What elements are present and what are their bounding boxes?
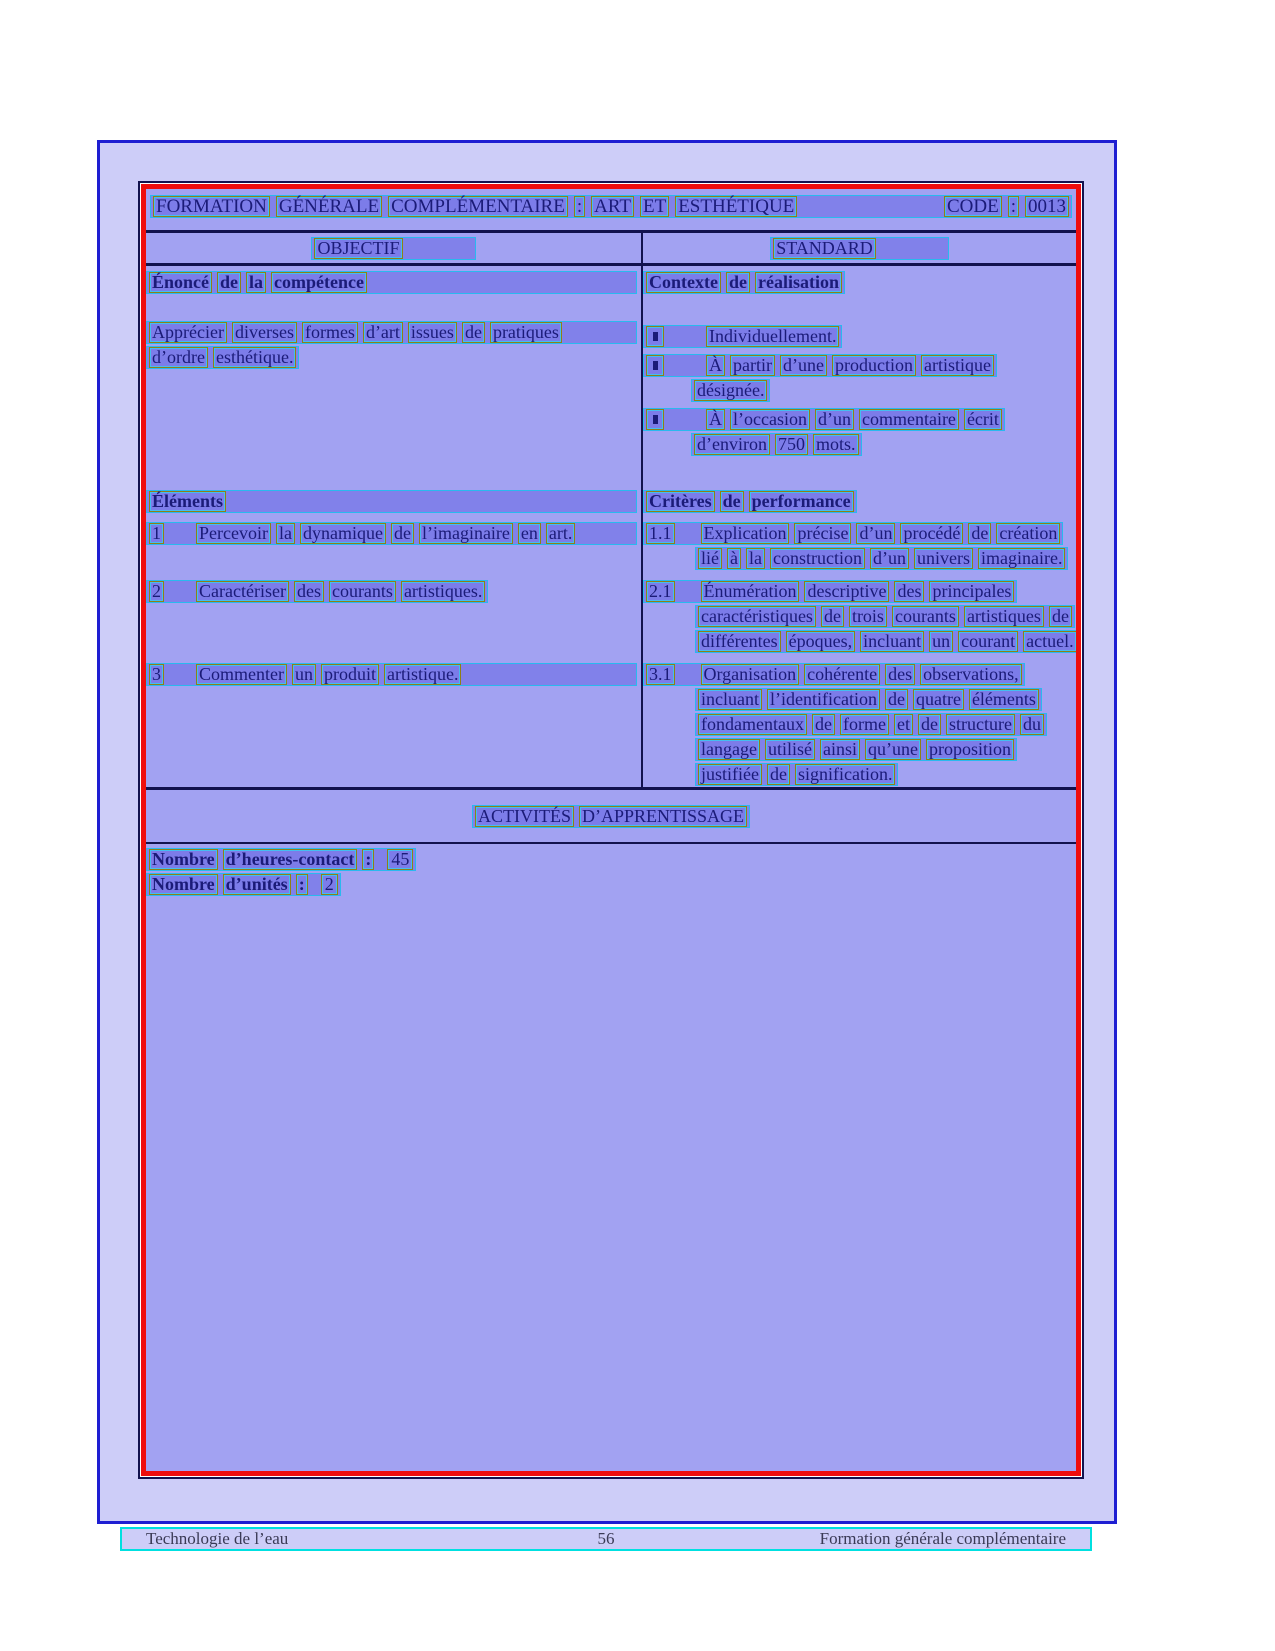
critere-item-continued	[695, 738, 1017, 761]
element-item	[146, 663, 637, 686]
text-block	[146, 490, 637, 515]
text-block	[643, 522, 1072, 572]
word: procédé	[900, 523, 963, 544]
text-block	[146, 663, 637, 688]
table-red-frame	[141, 184, 1081, 1476]
word: 2	[149, 581, 164, 602]
word: trois	[849, 606, 887, 627]
critere-item-continued	[695, 605, 1075, 628]
word: production	[832, 355, 916, 376]
critere-item-continued	[695, 713, 1047, 736]
word: d’un	[815, 409, 854, 430]
word: Éléments	[149, 491, 226, 512]
text-block	[643, 325, 1072, 350]
word: 3.1	[646, 664, 675, 685]
contexte-item	[643, 408, 1005, 431]
critere-item	[643, 663, 1025, 686]
word: de	[720, 491, 744, 512]
word: FORMATION	[153, 196, 270, 217]
word: de	[918, 714, 941, 735]
bullet-icon	[646, 409, 664, 430]
word: d’un	[856, 523, 895, 544]
word: cohérente	[804, 664, 880, 685]
word: en	[518, 523, 541, 544]
word: esthétique.	[213, 347, 296, 368]
word: des	[894, 581, 924, 602]
word: ET	[640, 196, 669, 217]
word: précise	[794, 523, 851, 544]
elements-heading	[146, 490, 637, 513]
word: de	[462, 322, 485, 343]
word: un	[292, 664, 316, 685]
contexte-item-continued	[691, 379, 770, 402]
word: 750	[775, 434, 808, 455]
footer-document-title: Technologie de l’eau	[146, 1529, 289, 1548]
text-block	[146, 271, 637, 296]
enonce-heading	[146, 271, 637, 294]
word: signification.	[795, 764, 895, 785]
word: descriptive	[804, 581, 889, 602]
word: COMPLÉMENTAIRE	[388, 196, 568, 217]
word: éléments	[969, 689, 1039, 710]
activities-header	[472, 805, 750, 828]
word-gap	[669, 419, 701, 420]
word: partir	[730, 355, 775, 376]
objectif-header	[311, 237, 475, 260]
learning-activities-cell	[146, 844, 1076, 1471]
word: principales	[929, 581, 1014, 602]
word: de	[726, 272, 750, 293]
word: création	[996, 523, 1060, 544]
objectif-standard-row	[146, 266, 1076, 790]
text-block	[643, 354, 1072, 404]
standard-cell	[643, 266, 1076, 787]
hours-value: 45	[387, 849, 413, 870]
word: Énoncé	[149, 272, 212, 293]
word: ainsi	[820, 739, 860, 760]
word: artistiques.	[401, 581, 486, 602]
critere-item	[643, 522, 1063, 545]
word: ESTHÉTIQUE	[675, 196, 797, 217]
word-gap	[169, 674, 191, 675]
word: différentes	[698, 631, 781, 652]
bullet-icon	[646, 326, 664, 347]
word: d’ordre	[149, 347, 208, 368]
word: structure	[946, 714, 1015, 735]
word: diverses	[232, 322, 297, 343]
word: 2.1	[646, 581, 675, 602]
word: observations,	[920, 664, 1021, 685]
word: imaginaire.	[978, 548, 1065, 569]
critere-item	[643, 580, 1017, 603]
text-block	[643, 408, 1072, 458]
table-title-row	[146, 189, 1076, 233]
word: la	[746, 548, 765, 569]
word: :	[574, 196, 585, 217]
contexte-item	[643, 354, 997, 377]
title-line	[150, 195, 1072, 218]
word: art.	[546, 523, 575, 544]
word: d’un	[870, 548, 909, 569]
word: justifiée	[698, 764, 762, 785]
word-gap	[169, 533, 191, 534]
units-value: 2	[321, 874, 338, 895]
footer-page-number: 56	[597, 1529, 615, 1548]
word: de	[812, 714, 835, 735]
bullet-icon	[646, 355, 664, 376]
word: proposition	[926, 739, 1014, 760]
word: univers	[914, 548, 973, 569]
text-block	[146, 522, 637, 547]
word: :	[296, 874, 308, 895]
word: d’unités	[223, 874, 291, 895]
word: l’imaginaire	[419, 523, 513, 544]
word: STANDARD	[773, 238, 876, 259]
word: d’environ	[694, 434, 770, 455]
text-block	[643, 663, 1072, 788]
word-gap	[669, 336, 701, 337]
word: de	[885, 689, 908, 710]
word: CODE	[944, 196, 1002, 217]
word: Organisation	[701, 664, 800, 685]
word: caractéristiques	[698, 606, 816, 627]
word: forme	[840, 714, 889, 735]
word: actuel.	[1023, 631, 1076, 652]
word: compétence	[271, 272, 367, 293]
word-gap	[669, 365, 701, 366]
word: Critères	[646, 491, 715, 512]
word: incluant	[698, 689, 762, 710]
document-outer-box	[97, 140, 1117, 1524]
word: OBJECTIF	[314, 238, 402, 259]
word: d’heures-contact	[223, 849, 358, 870]
word: de	[217, 272, 241, 293]
word: la	[246, 272, 266, 293]
word: lié	[698, 548, 722, 569]
critere-item-continued	[695, 630, 1080, 653]
element-item	[146, 580, 488, 603]
word: incluant	[860, 631, 924, 652]
activities-row	[146, 790, 1076, 844]
element-item	[146, 522, 637, 545]
word: 0013	[1025, 196, 1069, 217]
word: ART	[591, 196, 634, 217]
word: artistiques	[964, 606, 1044, 627]
word: ACTIVITÉS	[475, 806, 574, 827]
text-block	[146, 580, 637, 605]
word: des	[885, 664, 915, 685]
word: Apprécier	[149, 322, 227, 343]
word: de	[968, 523, 991, 544]
word: Nombre	[149, 849, 218, 870]
word: Énumération	[701, 581, 800, 602]
word: pratiques	[490, 322, 562, 343]
text-block	[146, 873, 1072, 898]
word: GÉNÉRALE	[276, 196, 382, 217]
word: 1.1	[646, 523, 675, 544]
word: artistique	[921, 355, 994, 376]
word: qu’une	[865, 739, 921, 760]
word: d’art	[363, 322, 403, 343]
word: l’occasion	[730, 409, 810, 430]
word: formes	[302, 322, 358, 343]
word: courants	[892, 606, 959, 627]
text-block	[643, 271, 1072, 296]
standard-header-cell	[643, 233, 1076, 263]
word: courants	[329, 581, 396, 602]
word: courant	[958, 631, 1018, 652]
word: À	[706, 409, 725, 430]
text-block	[146, 848, 1072, 873]
word: 3	[149, 664, 164, 685]
word: utilisé	[765, 739, 815, 760]
enonce-line	[146, 321, 637, 344]
word: époques,	[786, 631, 855, 652]
word: mots.	[813, 434, 859, 455]
critere-item-continued	[695, 688, 1042, 711]
word: Explication	[701, 523, 790, 544]
word-gap	[680, 591, 696, 592]
objectif-header-cell	[146, 233, 643, 263]
word: un	[929, 631, 953, 652]
word: :	[362, 849, 374, 870]
word: produit	[321, 664, 379, 685]
word-gap	[169, 591, 191, 592]
word: :	[1008, 196, 1019, 217]
word: Individuellement.	[706, 326, 839, 347]
word: de	[821, 606, 844, 627]
standard-header	[770, 237, 949, 260]
word: Nombre	[149, 874, 218, 895]
word: artistique.	[384, 664, 461, 685]
footer-section-title: Formation générale complémentaire	[819, 1529, 1067, 1548]
column-header-row	[146, 233, 1076, 266]
word: la	[276, 523, 295, 544]
hours-line	[146, 848, 416, 871]
course-title	[153, 196, 797, 217]
word: issues	[408, 322, 457, 343]
word: du	[1020, 714, 1044, 735]
page-footer	[120, 1527, 1092, 1551]
word: langage	[698, 739, 760, 760]
word: dynamique	[300, 523, 386, 544]
program-table	[138, 181, 1084, 1479]
word: des	[294, 581, 324, 602]
word-gap	[680, 674, 696, 675]
word: écrit	[964, 409, 1002, 430]
contexte-item-continued	[691, 433, 862, 456]
contexte-item	[643, 325, 842, 348]
word: À	[706, 355, 725, 376]
text-block	[643, 580, 1072, 655]
word: de	[767, 764, 790, 785]
word-gap	[680, 533, 696, 534]
units-line	[146, 873, 341, 896]
word: Caractériser	[196, 581, 289, 602]
word: d’une	[780, 355, 827, 376]
word: construction	[770, 548, 865, 569]
objectif-cell	[146, 266, 643, 787]
critere-item-continued	[695, 547, 1068, 570]
word: 1	[149, 523, 164, 544]
word: désignée.	[694, 380, 767, 401]
word: Contexte	[646, 272, 721, 293]
word: réalisation	[755, 272, 842, 293]
text-block	[643, 490, 1072, 515]
word: quatre	[913, 689, 964, 710]
word: fondamentaux	[698, 714, 807, 735]
criteres-heading	[643, 490, 857, 513]
word: D’APPRENTISSAGE	[579, 806, 747, 827]
enonce-line	[146, 346, 299, 369]
word: commentaire	[859, 409, 959, 430]
critere-item-continued	[695, 763, 898, 786]
word: l’identification	[767, 689, 880, 710]
contexte-heading	[643, 271, 845, 294]
word: à	[727, 548, 741, 569]
word: performance	[749, 491, 854, 512]
course-code	[944, 196, 1069, 217]
word: Percevoir	[196, 523, 271, 544]
word: de	[391, 523, 414, 544]
word: et	[894, 714, 913, 735]
word: Commenter	[196, 664, 287, 685]
word: de	[1049, 606, 1072, 627]
text-block	[146, 321, 637, 371]
